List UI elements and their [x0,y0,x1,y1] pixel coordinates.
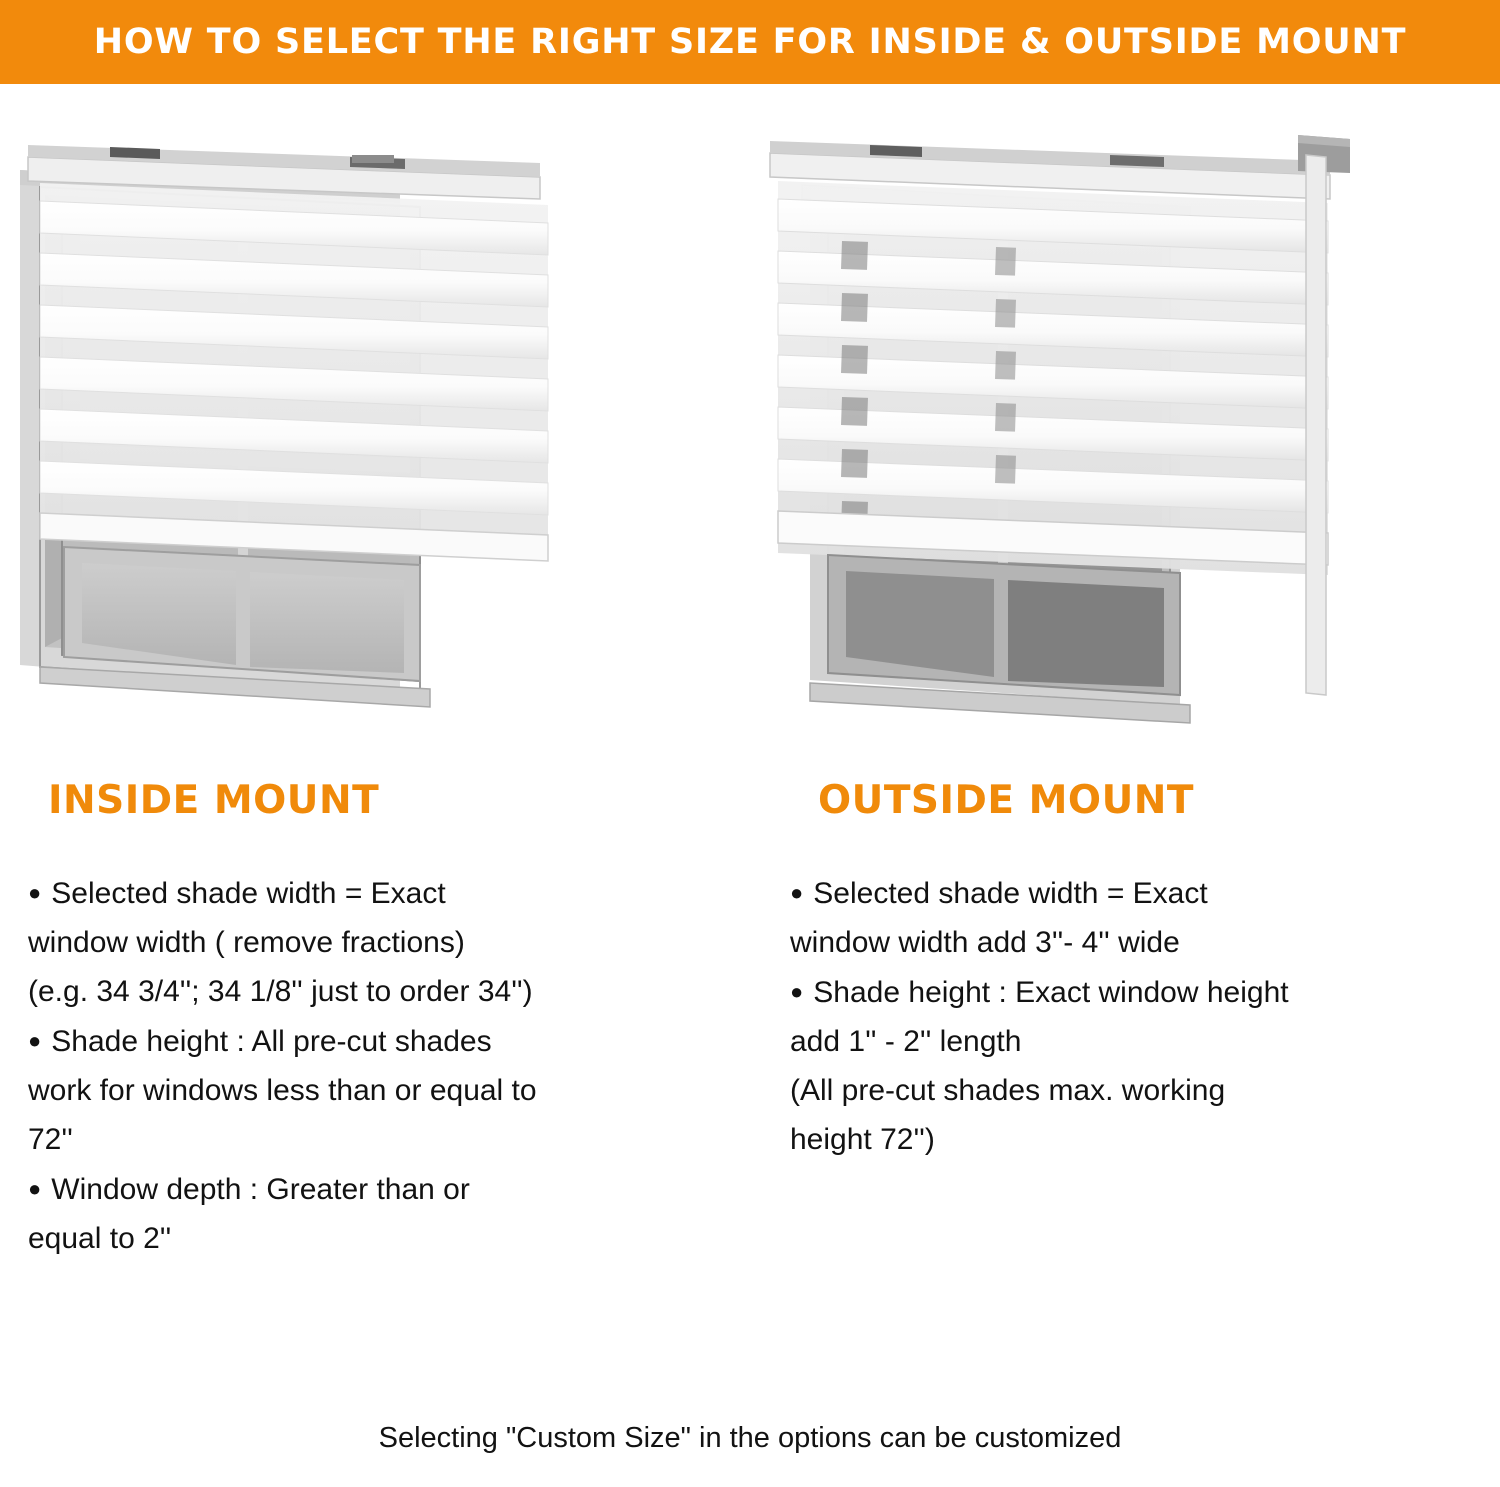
list-item [790,1115,1490,1164]
list-item-text: Window depth : Greater than or [51,1173,470,1206]
outside-mount-text [790,868,1490,1164]
inside-mount-illustration [0,95,750,775]
bullet-icon: ● [28,1028,42,1053]
bullet-icon: ● [28,1176,42,1201]
list-item-text: height 72'') [790,1123,935,1156]
illustration-row [0,95,1500,775]
list-item-text: (e.g. 34 3/4''; 34 1/8'' just to order 34'') [28,975,533,1008]
list-item-text: Selected shade width = Exact [813,877,1208,910]
list-item-text: equal to 2'' [28,1222,172,1255]
bullet-icon: ● [790,880,804,905]
inside-mount-heading: INSIDE MOUNT [48,778,380,823]
list-item-text: window width ( remove fractions) [28,926,465,959]
list-item [790,868,1490,918]
list-item-text: Selected shade width = Exact [51,877,446,910]
list-item [790,967,1490,1017]
inside-mount-text [28,868,728,1263]
list-item [790,1066,1490,1115]
list-item-text: Shade height : Exact window height [813,976,1289,1009]
bullet-icon: ● [790,979,804,1004]
footer-note: Selecting "Custom Size" in the options can be customized [378,1422,1122,1454]
list-item [790,918,1490,967]
list-item-text: window width add 3''- 4'' wide [790,926,1180,959]
list-item [28,1066,728,1115]
list-item [28,868,728,918]
page-title: HOW TO SELECT THE RIGHT SIZE FOR INSIDE & OUTSIDE MOUNT [93,22,1407,62]
outside-mount-heading: OUTSIDE MOUNT [818,778,1194,823]
list-item-text: (All pre-cut shades max. working [790,1074,1226,1107]
list-item [28,1016,728,1066]
list-item-text: Shade height : All pre-cut shades [51,1025,492,1058]
list-item [790,1017,1490,1066]
list-item-text: work for windows less than or equal to [28,1074,537,1107]
list-item [28,1164,728,1214]
list-item [28,1115,728,1164]
list-item [28,1214,728,1263]
list-item-text: 72'' [28,1123,73,1156]
bullet-icon: ● [28,880,42,905]
list-item-text: add 1'' - 2'' length [790,1025,1022,1058]
header-banner [0,0,1500,84]
list-item [28,967,728,1016]
outside-mount-illustration [750,95,1500,775]
list-item [28,918,728,967]
